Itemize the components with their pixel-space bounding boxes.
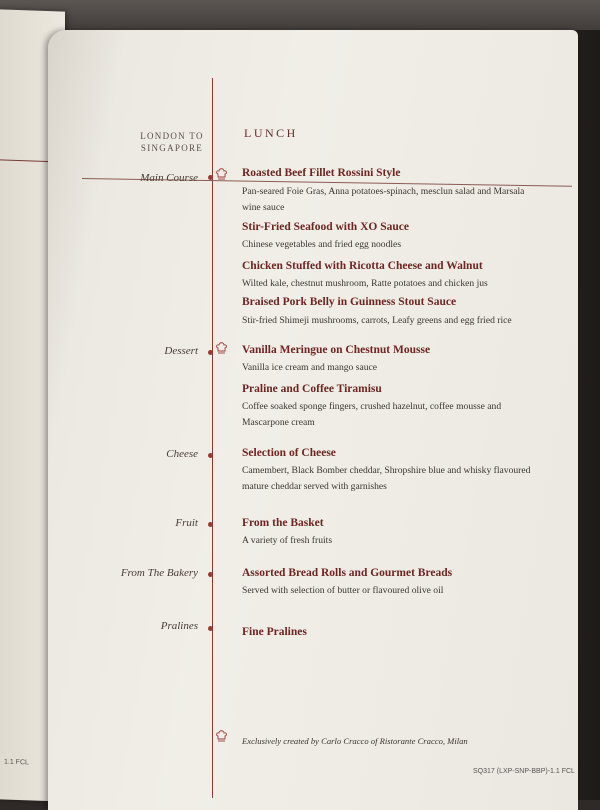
chef-hat-icon — [216, 168, 227, 180]
dish-title: Stir-Fried Seafood with XO Sauce — [242, 221, 409, 233]
menu-code: SQ317 (LXP-SNP-BBP)-1.1 FCL — [473, 768, 575, 775]
section-label-cheese: Cheese — [166, 448, 198, 460]
dish-title: Assorted Bread Rolls and Gourmet Breads — [242, 567, 453, 579]
dish-description: Served with selection of butter or flavoured olive oil — [242, 585, 444, 596]
dish-title: Praline and Coffee Tiramisu — [242, 383, 382, 395]
dish-description: Camembert, Black Bomber cheddar, Shropshire blue and whisky flavoured mature cheddar served with garnishes — [242, 465, 531, 492]
timeline-rule — [212, 78, 213, 798]
section-dot — [208, 453, 213, 458]
section-dot — [208, 350, 213, 355]
menu-page — [48, 30, 578, 810]
dish-description: Pan-seared Foie Gras, Anna potatoes-spinach, mesclun salad and Marsala wine sauce — [242, 186, 525, 213]
dish-title: Roasted Beef Fillet Rossini Style — [242, 167, 401, 179]
chef-hat-icon — [216, 730, 227, 742]
section-label-from-the-bakery: From The Bakery — [120, 567, 198, 579]
dish-title: Vanilla Meringue on Chestnut Mousse — [242, 344, 431, 356]
section-dot — [208, 572, 213, 577]
dish-description: Wilted kale, chestnut mushroom, Ratte potatoes and chicken jus — [242, 278, 488, 289]
footer-note: Exclusively created by Carlo Cracco of Ristorante Cracco, Milan — [242, 736, 468, 746]
dish-description: Stir-fried Shimeji mushrooms, carrots, Leafy greens and egg fried rice — [242, 315, 512, 326]
dish-description: Chinese vegetables and fried egg noodles — [242, 239, 402, 250]
dish-title: From the Basket — [242, 517, 324, 529]
route-label: LONDON TO SINGAPORE — [140, 131, 204, 153]
chef-hat-icon — [216, 342, 227, 354]
section-dot — [208, 626, 213, 631]
section-dot — [208, 175, 213, 180]
section-dot — [208, 522, 213, 527]
section-label-main-course: Main Course — [140, 172, 198, 184]
dish-description: A variety of fresh fruits — [242, 535, 333, 546]
dish-description: Coffee soaked sponge fingers, crushed hazelnut, coffee mousse and Mascarpone cream — [242, 401, 502, 428]
meal-title: LUNCH — [244, 126, 298, 140]
left-page-code: 1.1 FCL — [4, 758, 29, 767]
dish-title: Chicken Stuffed with Ricotta Cheese and Walnut — [242, 260, 483, 272]
section-label-fruit: Fruit — [175, 517, 198, 529]
dish-description: Vanilla ice cream and mango sauce — [242, 362, 378, 373]
section-label-dessert: Dessert — [164, 345, 198, 357]
dish-title: Fine Pralines — [242, 626, 307, 638]
section-label-pralines: Pralines — [160, 620, 198, 632]
dish-title: Selection of Cheese — [242, 447, 336, 459]
dish-title: Braised Pork Belly in Guinness Stout Sauce — [242, 296, 457, 308]
